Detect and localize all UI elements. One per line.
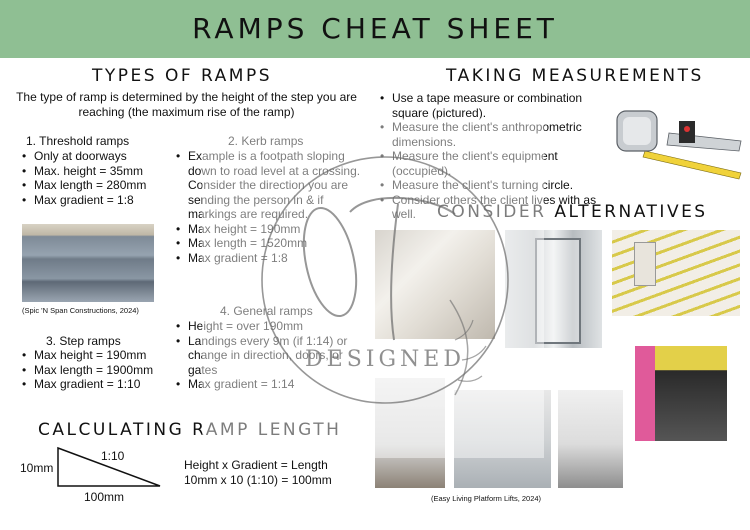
general-title: 4. General ramps: [220, 304, 313, 318]
platform-lift-photo: [375, 230, 495, 339]
page-title: RAMPS CHEAT SHEET: [192, 12, 558, 45]
types-intro: The type of ramp is determined by the height of the step you are reaching (the maximum rise of the ramp): [16, 90, 357, 119]
calc-formula: Height x Gradient = Length: [184, 458, 328, 472]
list-item: • Only at doorways: [22, 149, 182, 164]
general-list: [176, 319, 371, 392]
watermark-text: DESIGNED: [305, 347, 465, 372]
home-elevator-photo: [505, 230, 602, 348]
tape-measure-icon: [615, 103, 743, 183]
calc-example: 10mm x 10 (1:10) = 100mm: [184, 473, 332, 487]
wheelchair-lift-photo: [558, 390, 623, 488]
list-item: • Measure the client's turning circle.: [380, 178, 620, 193]
stair-lift-photo: [612, 230, 740, 316]
list-item: • Height = over 190mm: [176, 319, 371, 334]
title-banner: [0, 0, 750, 58]
calc-ratio-label: 1:10: [101, 449, 125, 463]
list-item: • Max gradient = 1:10: [22, 377, 182, 392]
stair-platform-lift-photo: [375, 378, 445, 488]
list-item: • Max height = 190mm: [22, 348, 182, 363]
list-item: • Consider others the client lives with as well.: [380, 193, 620, 222]
alternatives-photo-credit: (Easy Living Platform Lifts, 2024): [431, 494, 542, 503]
step-title: 3. Step ramps: [46, 334, 121, 348]
list-item: • Max length = 280mm: [22, 178, 182, 193]
list-item: • Landings every 9m (if 1:14) or change in direction, doors, or gates: [176, 334, 371, 378]
calc-heading: CALCULATING RAMP LENGTH: [38, 420, 342, 440]
step-list: [22, 348, 182, 392]
threshold-photo-credit: (Spic 'N Span Constructions, 2024): [22, 306, 139, 315]
list-item: • Max gradient = 1:8: [22, 193, 182, 208]
list-item: • Max. height = 35mm: [22, 164, 182, 179]
enclosed-lift-photo: [635, 346, 727, 441]
calc-length-label: 100mm: [84, 490, 125, 504]
list-item: • Example is a footpath sloping down to road level at a crossing. Consider the direction you are sending the person in & if markings are required.: [176, 149, 361, 222]
alternatives-heading: CONSIDER ALTERNATIVES: [437, 202, 708, 222]
calc-height-label: 10mm: [20, 461, 54, 475]
kerb-list: [176, 149, 361, 265]
threshold-list: [22, 149, 182, 207]
threshold-ramp-photo: [22, 224, 154, 302]
kerb-title: 2. Kerb ramps: [228, 134, 304, 148]
list-item: • Max gradient = 1:8: [176, 251, 361, 266]
open-platform-lift-photo: [454, 390, 551, 488]
list-item: • Max length = 1900mm: [22, 363, 182, 378]
list-item: • Max height = 190mm: [176, 222, 361, 237]
list-item: • Measure the client's anthropometric dimensions.: [380, 120, 620, 149]
measurements-heading: TAKING MEASUREMENTS: [446, 66, 704, 86]
list-item: • Max length = 1520mm: [176, 236, 361, 251]
list-item: • Max gradient = 1:14: [176, 377, 371, 392]
threshold-title: 1. Threshold ramps: [26, 134, 130, 148]
types-heading: TYPES OF RAMPS: [92, 66, 272, 86]
list-item: • Use a tape measure or combination square (pictured).: [380, 91, 620, 120]
list-item: • Measure the client's equipment (occupied).: [380, 149, 620, 178]
